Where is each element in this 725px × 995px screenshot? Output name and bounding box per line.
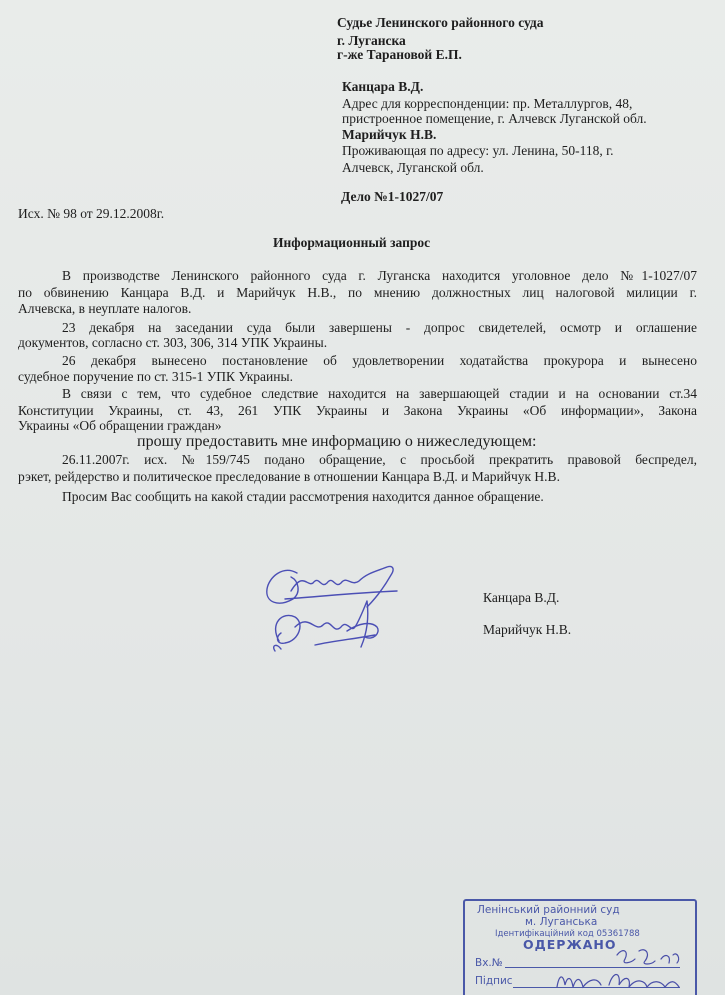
paragraph3-line1: 26 декабря вынесено постановление об удовлетворении ходатайства прокурора и вынесено [62,353,697,368]
court-received-stamp [463,899,697,995]
paragraph3-line2: судебное поручение по ст. 315-1 УПК Украины. [18,369,293,384]
stamp-line1: Ленінський районний суд [477,904,620,916]
sender2-address-line2: Алчевск, Луганской обл. [342,160,484,175]
paragraph5-line1: 26.11.2007г. исх. №159/745 подано обращение, с просьбой прекратить правовой беспредел, [62,452,697,467]
sender2-address-line1: Проживающая по адресу: ул. Ленина, 50-118, г. [342,143,614,158]
paragraph4-line2: Конституции Украины, ст. 43, 261 УПК Украины и Закона Украины «Об информации», Закона [18,403,697,418]
stamp-received-label: ОДЕРЖАНО [523,937,617,952]
paragraph1-line2: по обвинению Канцара В.Д. и Марийчук Н.В., по мнению должностных лиц налоговой милиции г. [18,285,697,300]
addressee-line1: Судье Ленинского районного суда [337,15,544,30]
signatory2-name: Марийчук Н.В. [483,622,572,637]
paragraph2-line2: документов, согласно ст. 303, 306, 314 УПК Украины. [18,335,328,350]
stamp-signature-label: Підпис [475,975,513,987]
sender1-name: Канцара В.Д. [342,79,424,94]
handwritten-signatures [255,553,420,663]
outgoing-reference: Исх. № 98 от 29.12.2008г. [18,206,165,221]
sender1-address-line2: пристроенное помещение, г. Алчевск Луганской обл. [342,111,647,126]
paragraph6: Просим Вас сообщить на какой стадии рассмотрения находится данное обращение. [62,489,544,504]
paragraph1-line1: В производстве Ленинского районного суда г. Луганска находится уголовное дело №1-1027/07 [62,268,697,283]
case-number: Дело №1-1027/07 [341,189,444,204]
sender2-name: Марийчук Н.В. [342,127,437,142]
paragraph1-line3: Алчевска, в неуплате налогов. [18,301,192,316]
paragraph5-line2: рэкет, рейдерство и политическое преследование в отношении Канцара В.Д. и Марийчук Н.В. [18,469,560,484]
paragraph4-line1: В связи с тем, что судебное следствие находится на завершающей стадии и на основании ст.34 [62,386,697,401]
stamp-line3: Ідентифікаційний код 05361788 [495,929,640,939]
stamp-line2: м. Луганська [525,916,598,928]
stamp-handwriting [505,937,695,993]
sender1-address-line1: Адрес для корреспонденции: пр. Металлургов, 48, [342,96,633,111]
addressee-line3: г-же Тарановой Е.П. [337,47,462,62]
paragraph4-line3: Украины «Об обращении граждан» [18,418,222,433]
signatory1-name: Канцара В.Д. [483,590,560,605]
document-title: Информационный запрос [273,235,431,250]
paragraph2-line1: 23 декабря на заседании суда были завершены - допрос свидетелей, осмотр и оглашение [62,320,697,335]
request-statement: прошу предоставить мне информацию о нижеследующем: [137,433,537,450]
stamp-incoming-label: Вх.№ [475,957,503,969]
addressee-line2: г. Луганска [337,33,406,48]
